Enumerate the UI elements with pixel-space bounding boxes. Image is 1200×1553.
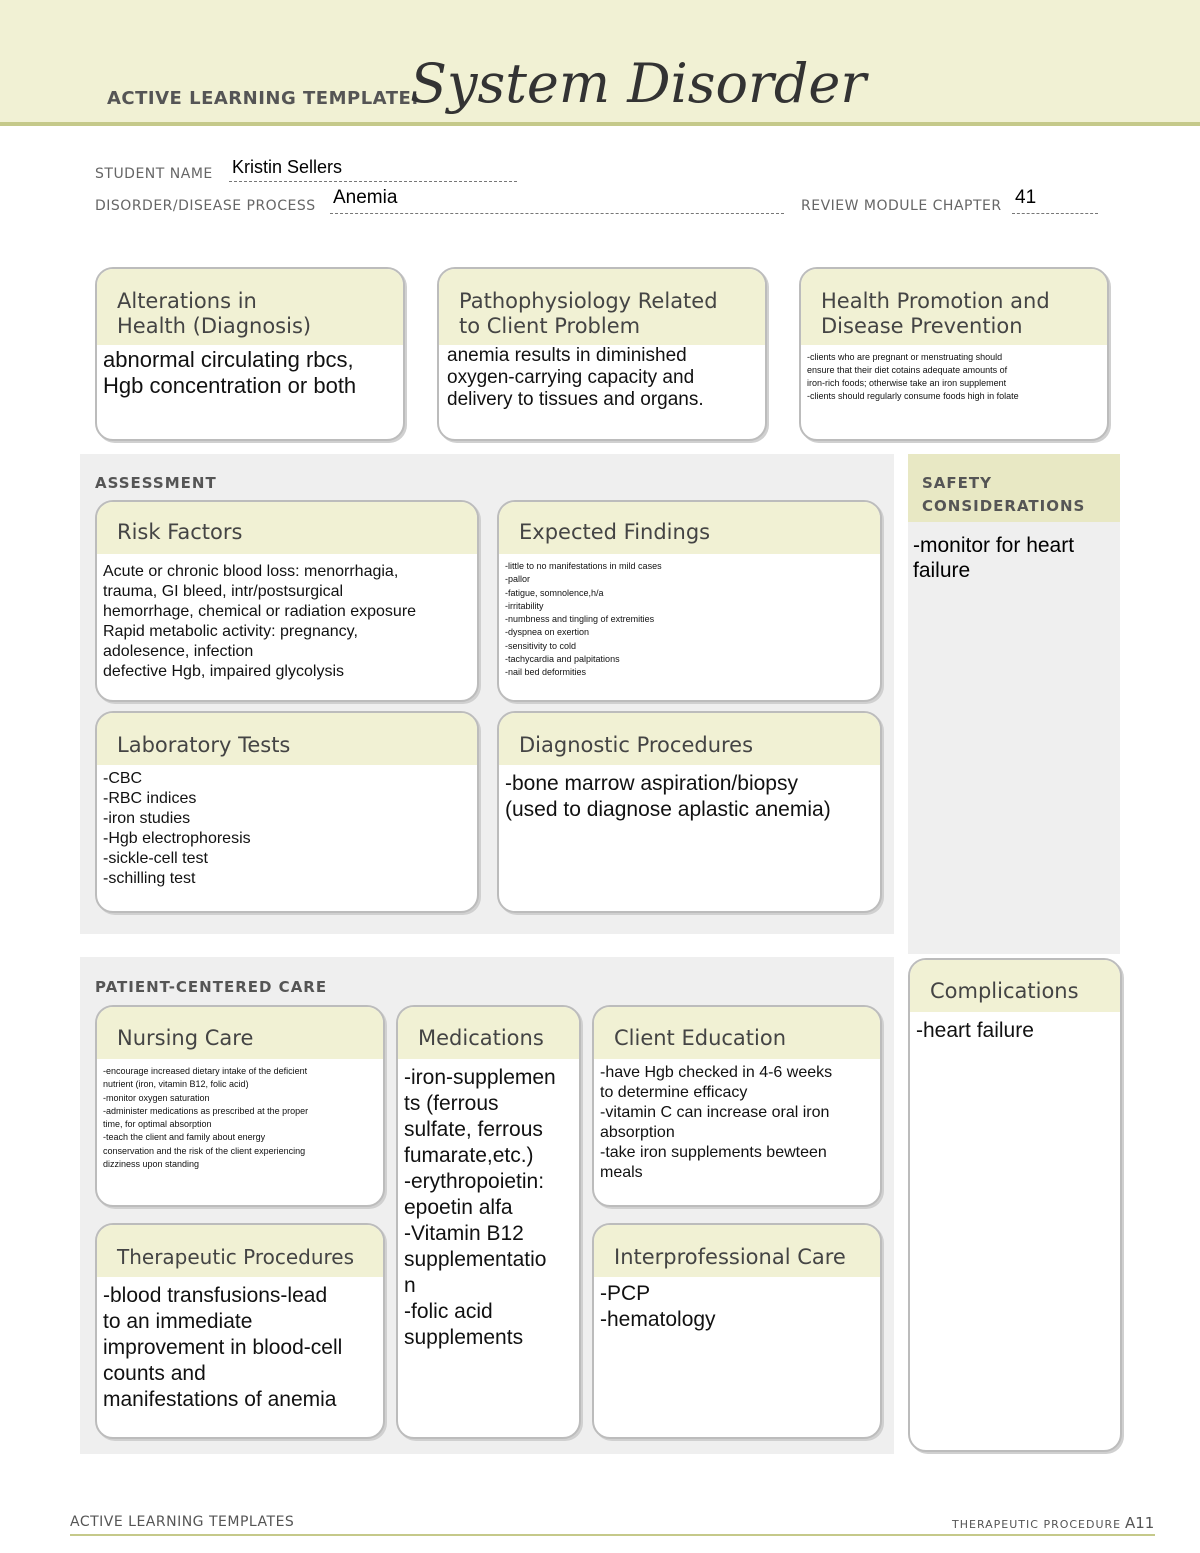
chapter-field[interactable]: 41: [1015, 187, 1037, 208]
risk-factors-title: Risk Factors: [97, 502, 477, 554]
client-education-body[interactable]: -have Hgb checked in 4-6 weeks to determine efficacy -vitamin C can increase oral iron absorption -take iron supplements bewteen meals: [600, 1064, 833, 1181]
safety-body[interactable]: -monitor for heart failure: [913, 534, 1075, 582]
footer-rule: [70, 1534, 1155, 1536]
pathophysiology-body[interactable]: anemia results in diminished oxygen-carrying capacity and delivery to tissues and organs.: [447, 345, 704, 410]
complications-box: [908, 958, 1122, 1452]
footer-left: ACTIVE LEARNING TEMPLATES: [70, 1514, 295, 1530]
health-promotion-box: [799, 267, 1109, 441]
student-name-label: STUDENT NAME: [95, 166, 213, 182]
nursing-care-title: Nursing Care: [97, 1007, 383, 1059]
safety-heading: SAFETY CONSIDERATIONS: [922, 474, 1086, 515]
alterations-box: [95, 267, 405, 441]
diagnostic-procedures-body[interactable]: -bone marrow aspiration/biopsy (used to diagnose aplastic anemia): [505, 772, 831, 821]
footer-page-number: A11: [1125, 1514, 1155, 1532]
diagnostic-procedures-title: Diagnostic Procedures: [499, 713, 880, 765]
alterations-body[interactable]: abnormal circulating rbcs, Hgb concentration or both: [103, 347, 357, 398]
template-label: ACTIVE LEARNING TEMPLATE:: [107, 88, 419, 109]
expected-findings-box: [497, 500, 882, 702]
client-education-box: [592, 1005, 882, 1207]
therapeutic-procedures-box: [95, 1223, 385, 1439]
risk-factors-body[interactable]: Acute or chronic blood loss: menorrhagia, trauma, GI bleed, intr/postsurgical hemorrhage, chemical or radiation exposure Rapid metabolic activity: pregnancy, adolesence, infection defective Hgb, impaired glycolysis: [103, 563, 417, 680]
laboratory-tests-box: [95, 711, 479, 913]
health-promotion-body[interactable]: -clients who are pregnant or menstruating should ensure that their diet cotains adequate amounts of iron-rich foods; otherwise take an iron supplement -clients should regularly consume foods high in folate: [807, 352, 1019, 401]
expected-findings-title: Expected Findings: [499, 502, 880, 554]
therapeutic-procedures-title: Therapeutic Procedures: [97, 1225, 383, 1277]
medications-title: Medications: [398, 1007, 579, 1059]
student-name-field[interactable]: Kristin Sellers: [232, 157, 343, 177]
diagnostic-procedures-box: [497, 711, 882, 913]
template-title: System Disorder: [410, 52, 867, 115]
medications-body[interactable]: -iron-supplemen ts (ferrous sulfate, ferrous fumarate,etc.) -erythropoietin: epoetin alfa -Vitamin B12 supplementatio n -folic acid supplements: [404, 1066, 556, 1349]
complications-title: Complications: [910, 960, 1120, 1012]
alterations-title: Alterations in Health (Diagnosis): [97, 269, 403, 345]
pathophysiology-box: [437, 267, 767, 441]
nursing-care-box: [95, 1005, 385, 1207]
laboratory-tests-body[interactable]: -CBC -RBC indices -iron studies -Hgb electrophoresis -sickle-cell test -schilling test: [103, 770, 251, 887]
therapeutic-procedures-body[interactable]: -blood transfusions-lead to an immediate improvement in blood-cell counts and manifestations of anemia: [103, 1284, 343, 1411]
disorder-label: DISORDER/DISEASE PROCESS: [95, 198, 316, 214]
patient-care-heading: PATIENT-CENTERED CARE: [95, 978, 328, 996]
disorder-field[interactable]: Anemia: [333, 187, 398, 208]
header-rule: [0, 122, 1200, 126]
expected-findings-body[interactable]: -little to no manifestations in mild cases -pallor -fatigue, somnolence,h/a -irritability -numbness and tingling of extremities -dyspnea on exertion -sensitivity to cold -tachycardia and palpitations -nail bed deformities: [505, 561, 662, 678]
assessment-heading: ASSESSMENT: [95, 474, 217, 492]
laboratory-tests-title: Laboratory Tests: [97, 713, 477, 765]
student-name-line: [229, 181, 517, 182]
interprofessional-care-body[interactable]: -PCP -hematology: [600, 1282, 716, 1331]
medications-box: [396, 1005, 581, 1439]
health-promotion-title: Health Promotion and Disease Prevention: [801, 269, 1107, 345]
chapter-label: REVIEW MODULE CHAPTER: [801, 198, 1002, 214]
interprofessional-care-box: [592, 1223, 882, 1439]
interprofessional-care-title: Interprofessional Care: [594, 1225, 880, 1277]
footer-right: THERAPEUTIC PROCEDURE: [952, 1518, 1122, 1531]
chapter-line: [1012, 213, 1098, 214]
disorder-line: [330, 213, 784, 214]
nursing-care-body[interactable]: -encourage increased dietary intake of the deficient nutrient (iron, vitamin B12, folic acid) -monitor oxygen saturation -administer medications as prescribed at the proper time, for optimal absorption -teach the client and family about energy conservation and the risk of the client experiencing dizziness upon standing: [103, 1066, 309, 1170]
complications-body[interactable]: -heart failure: [916, 1019, 1034, 1042]
pathophysiology-title: Pathophysiology Related to Client Problem: [439, 269, 765, 345]
safety-panel: [908, 454, 1120, 954]
client-education-title: Client Education: [594, 1007, 880, 1059]
risk-factors-box: [95, 500, 479, 702]
